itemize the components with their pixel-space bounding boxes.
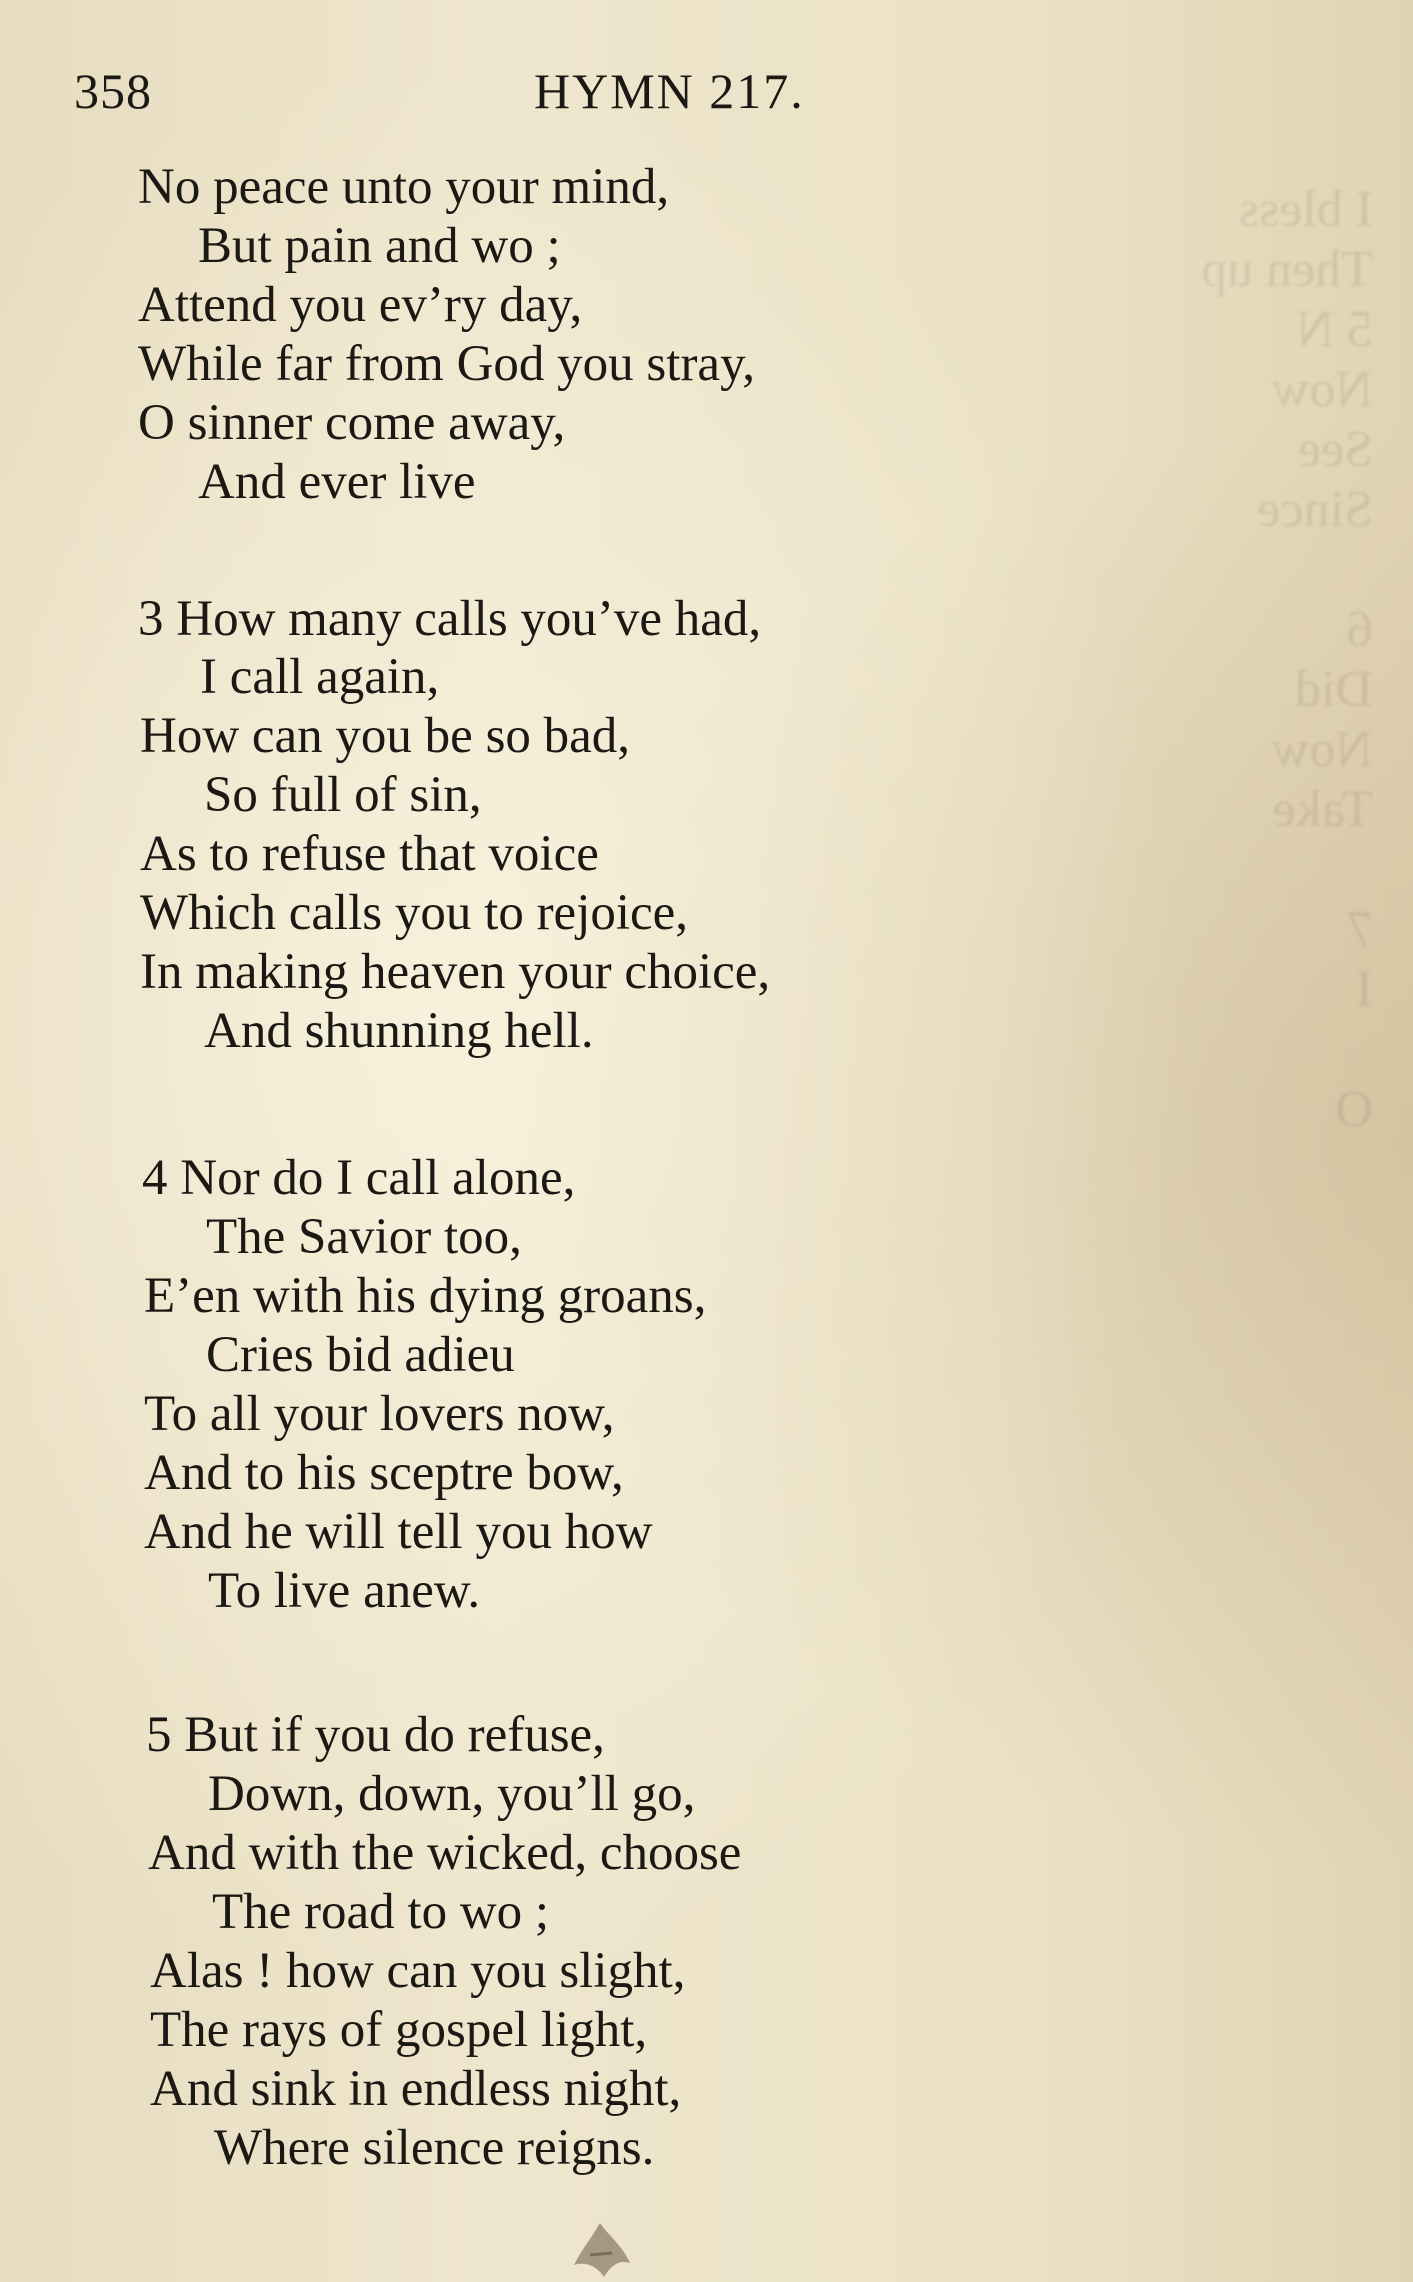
verse-line: How can you be so bad, <box>140 708 631 764</box>
verse-line: No peace unto your mind, <box>138 159 670 215</box>
verse-line: And ever live <box>198 454 476 510</box>
verse-line: Down, down, you’ll go, <box>208 1766 696 1822</box>
show-through-texture: I bless Then up 5 N Now See Since 6 Did Now Take 7 I O <box>1201 181 1373 1138</box>
verse-line: O sinner come away, <box>138 395 566 451</box>
verse-line: I call again, <box>200 649 440 705</box>
verse-line: Where silence reigns. <box>214 2120 655 2176</box>
page-number: 358 <box>74 63 152 119</box>
hymn-title: HYMN 217. <box>534 63 805 119</box>
verse-line: But pain and wo ; <box>198 218 561 274</box>
verse-line: As to refuse that voice <box>140 826 599 882</box>
verse-line: 3 How many calls you’ve had, <box>138 591 762 647</box>
verse-line: While far from God you stray, <box>138 336 756 392</box>
verse-line: And shunning hell. <box>204 1003 594 1059</box>
verse-line: And to his sceptre bow, <box>144 1445 624 1501</box>
verse-line: Alas ! how can you slight, <box>150 1943 686 1999</box>
verse-line: E’en with his dying groans, <box>144 1268 707 1324</box>
verse-line: Cries bid adieu <box>206 1327 515 1383</box>
verse-line: The road to wo ; <box>212 1884 550 1940</box>
verse-line: To all your lovers now, <box>144 1386 615 1442</box>
verse-line: 5 But if you do refuse, <box>146 1707 605 1763</box>
verse-line: In making heaven your choice, <box>140 944 771 1000</box>
verse-line: So full of sin, <box>204 767 482 823</box>
ink-blot-mark <box>560 2215 640 2282</box>
verse-line: And sink in endless night, <box>150 2061 682 2117</box>
verse-line: Which calls you to rejoice, <box>140 885 689 941</box>
verse-line: Attend you ev’ry day, <box>138 277 583 333</box>
verse-line: The rays of gospel light, <box>150 2002 648 2058</box>
verse-line: The Savior too, <box>206 1209 522 1265</box>
verse-line: To live anew. <box>208 1563 481 1619</box>
verse-line: And he will tell you how <box>144 1504 653 1560</box>
verse-line: And with the wicked, choose <box>148 1825 742 1881</box>
verse-line: 4 Nor do I call alone, <box>142 1150 576 1206</box>
page-header <box>0 62 1413 132</box>
